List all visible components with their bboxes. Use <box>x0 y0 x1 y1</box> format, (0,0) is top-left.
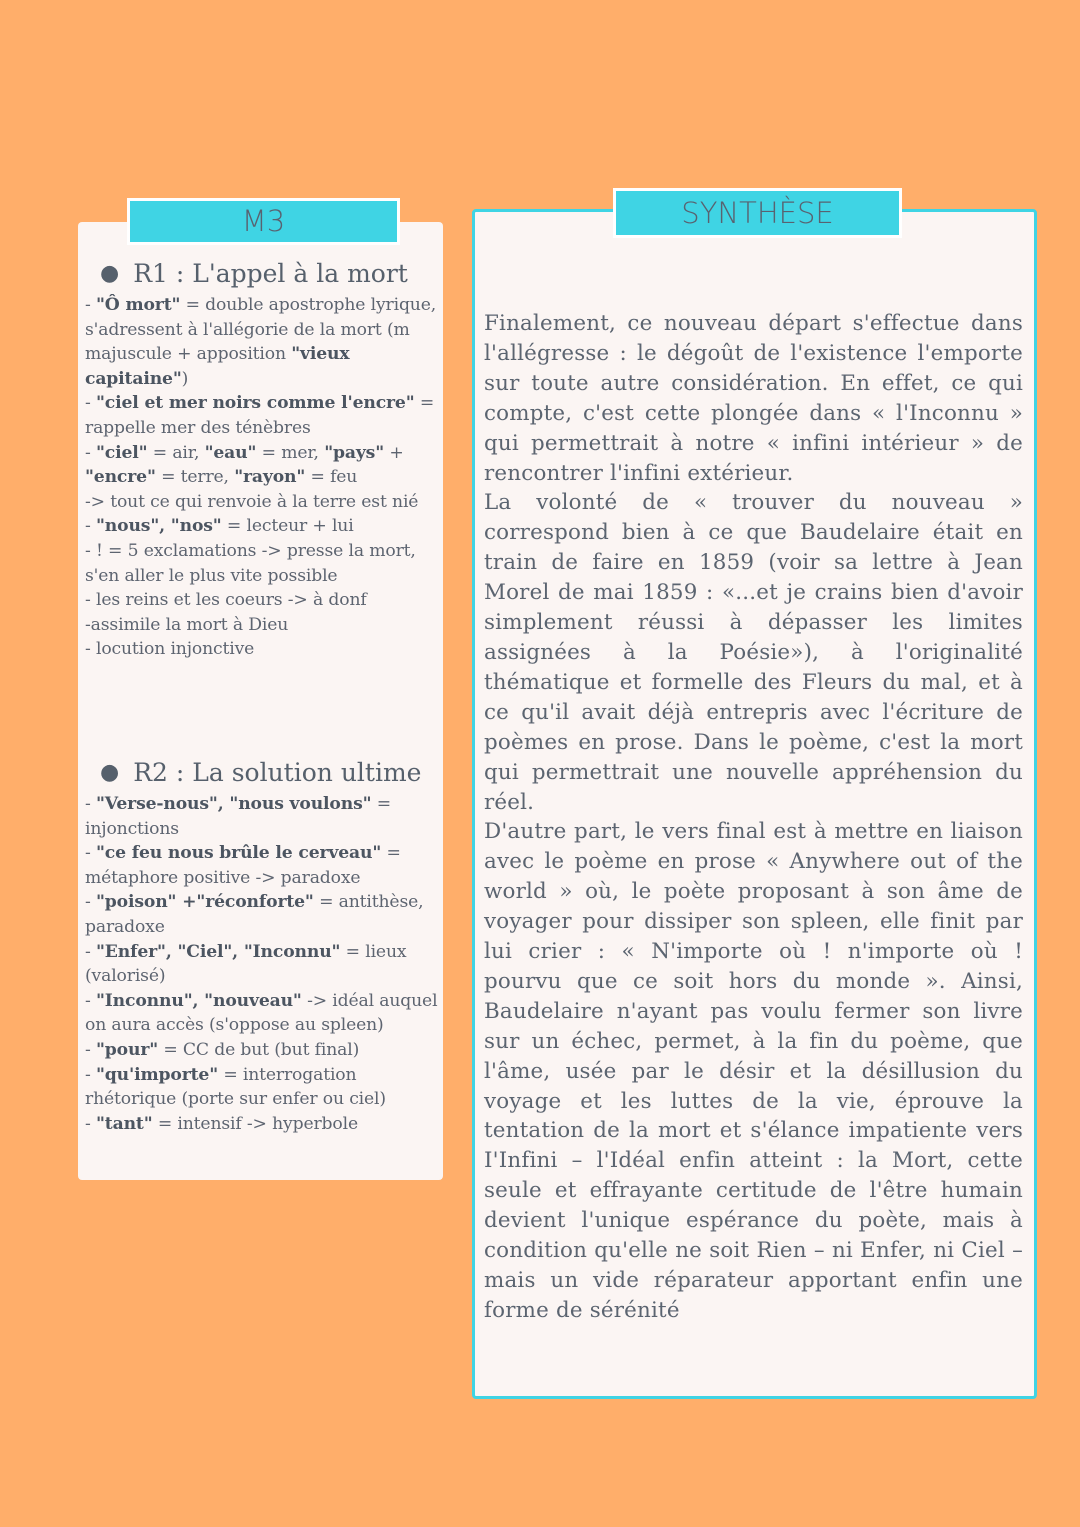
quoted-term: "poison" +"réconforte" <box>95 892 314 913</box>
r1-notes <box>85 293 445 662</box>
note-line: s'en aller le plus vite possible <box>85 565 338 586</box>
r2-heading <box>100 758 421 787</box>
note-line: on aura accès (s'oppose au spleen) <box>85 1015 384 1036</box>
note-line: - ! = 5 exclamations -> presse la mort, <box>85 540 416 561</box>
quoted-term: "tant" <box>95 1113 153 1134</box>
quoted-term: "pays" <box>324 442 385 463</box>
note-line: - "ce feu nous brûle le cerveau" = <box>85 843 401 864</box>
note-line: - "ciel et mer noirs comme l'encre" = <box>85 393 435 414</box>
synthese-paragraph: D'autre part, le vers final est à mettre en liaison avec le poème en prose « Anywhere out of the world » où, le poète proposant à son âme de voyager pour dissiper son spleen, elle finit par lui crier : « N'importe où ! n'importe où ! pourvu que ce soit hors du monde ». Ainsi, Baudelaire n'ayant pas voulu fermer son livre sur un échec, permet, à la fin du poème, que l'âme, usée par le désir et la désillusion du voyage et les luttes de la vie, éprouve la tentation de la mort et s'élance impatiente vers I'Infini – l'Idéal enfin atteint : la Mort, cette seule et effrayante certitude de l'être humain devient l'unique espérance du poète, mais à condition qu'elle ne soit Rien – ni Enfer, ni Ciel – mais un vide réparateur apportant enfin une forme de sérénité <box>484 819 1023 1323</box>
synthese-paragraph: Finalement, ce nouveau départ s'effectue dans l'allégresse : le dégoût de l'existence l'emporte sur toute autre considération. En effet, ce qui compte, c'est cette plongée dans « l'Inconnu » qui permettrait à notre « infini intérieur » de rencontrer l'infini extérieur. <box>484 311 1023 486</box>
note-line: rhétorique (porte sur enfer ou ciel) <box>85 1089 386 1110</box>
r2-heading-text: R2 : La solution ultime <box>133 758 422 787</box>
m3-tab-title: M3 <box>127 198 400 245</box>
note-line: -> tout ce qui renvoie à la terre est nié <box>85 491 419 512</box>
note-line: - "tant" = intensif -> hyperbole <box>85 1113 358 1134</box>
quoted-term: "Enfer", "Ciel", "Inconnu" <box>95 941 341 962</box>
note-line: métaphore positive -> paradoxe <box>85 867 361 888</box>
note-line: - "ciel" = air, "eau" = mer, "pays" + <box>85 442 404 463</box>
quoted-term: capitaine" <box>85 368 182 389</box>
note-line: - locution injonctive <box>85 639 255 660</box>
quoted-term: "encre" <box>85 467 156 488</box>
note-line: - "pour" = CC de but (but final) <box>85 1039 360 1060</box>
synthese-paragraph: La volonté de « trouver du nouveau » correspond bien à ce que Baudelaire était en train de faire en 1859 (voir sa lettre à Jean Morel de mai 1859 : «...et je crains bien d'avoir simplement réussi à dépasser les limites assignées à la Poésie»), à l'originalité thématique et formelle des Fleurs du mal, et à ce qu'il avait déjà entrepris avec l'écriture de poèmes en prose. Dans le poème, c'est la mort qui permettrait une nouvelle appréhension du réel. <box>484 490 1023 815</box>
quoted-term: "eau" <box>204 442 257 463</box>
quoted-term: "rayon" <box>234 467 306 488</box>
note-line: -assimile la mort à Dieu <box>85 614 289 635</box>
quoted-term: "vieux <box>291 344 350 365</box>
note-line: - "Inconnu", "nouveau" -> idéal auquel <box>85 990 438 1011</box>
note-line: s'adressent à l'allégorie de la mort (m <box>85 319 410 340</box>
note-line: - les reins et les coeurs -> à donf <box>85 590 367 611</box>
quoted-term: "ciel" <box>95 442 148 463</box>
bullet-icon: ● <box>100 760 120 785</box>
r1-heading <box>100 259 408 288</box>
synthese-tab-title: SYNTHÈSE <box>613 188 902 238</box>
bullet-icon: ● <box>100 261 120 286</box>
quoted-term: "pour" <box>95 1039 159 1060</box>
note-line: - "qu'importe" = interrogation <box>85 1064 357 1085</box>
note-line: - "poison" +"réconforte" = antithèse, <box>85 892 424 913</box>
note-line: paradoxe <box>85 916 165 937</box>
note-line: (valorisé) <box>85 966 166 987</box>
quoted-term: "ce feu nous brûle le cerveau" <box>95 843 382 864</box>
quoted-term: "Inconnu", "nouveau" <box>95 990 302 1011</box>
note-line: majuscule + apposition "vieux <box>85 344 350 365</box>
r2-notes <box>85 792 445 1136</box>
synthese-text <box>484 309 1023 1326</box>
quoted-term: "Verse-nous", "nous voulons" <box>95 794 372 814</box>
quoted-term: "Ô mort" <box>95 295 181 315</box>
quoted-term: "qu'importe" <box>95 1064 218 1085</box>
note-line: - "nous", "nos" = lecteur + lui <box>85 516 354 537</box>
note-line: rappelle mer des ténèbres <box>85 417 311 438</box>
note-line: - "Verse-nous", "nous voulons" = <box>85 794 392 814</box>
note-line: capitaine") <box>85 368 189 389</box>
r1-heading-text: R1 : L'appel à la mort <box>133 259 408 288</box>
note-line: injonctions <box>85 818 179 839</box>
note-line: "encre" = terre, "rayon" = feu <box>85 467 358 488</box>
note-line: - "Enfer", "Ciel", "Inconnu" = lieux <box>85 941 407 962</box>
note-line: - "Ô mort" = double apostrophe lyrique, <box>85 295 437 315</box>
quoted-term: "ciel et mer noirs comme l'encre" <box>95 393 415 414</box>
quoted-term: "nous", "nos" <box>95 516 222 537</box>
